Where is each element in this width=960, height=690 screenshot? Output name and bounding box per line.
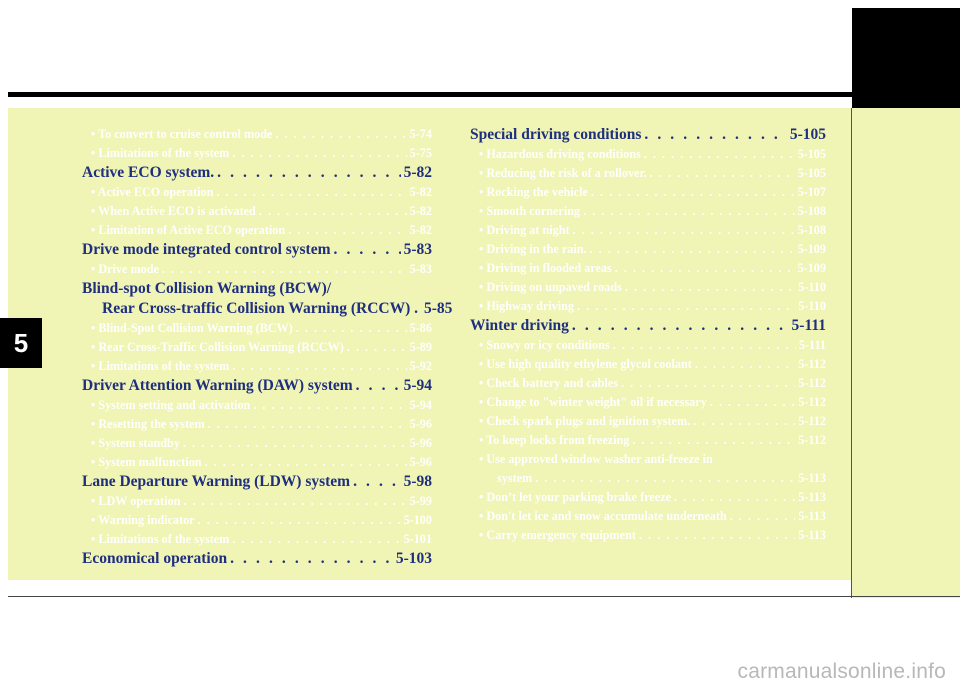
- entry-label: • Limitations of the system: [91, 146, 230, 160]
- page-number: 5-82: [409, 185, 432, 199]
- entry-label: • Don't let ice and snow accumulate underneath: [479, 509, 727, 523]
- page-number: 5-103: [395, 550, 432, 567]
- entry-label: Winter driving: [470, 317, 569, 334]
- toc-subentry[interactable]: [82, 434, 432, 453]
- toc-section-entry[interactable]: [82, 163, 432, 183]
- page-number: 5-105: [797, 166, 826, 180]
- entry-label-line2: [82, 299, 453, 319]
- dot-leader: [613, 336, 796, 355]
- entry-label: • Driving on unpaved roads: [479, 280, 622, 294]
- page-number: 5-82: [409, 223, 432, 237]
- page-number: 5-85: [424, 300, 453, 317]
- page-number: 5-75: [409, 146, 432, 160]
- dot-leader: [535, 469, 795, 488]
- toc-subentry[interactable]: [470, 412, 826, 431]
- entry-label-line1: • Use approved window washer anti-freeze in: [479, 452, 713, 466]
- dot-leader: [591, 183, 795, 202]
- dot-leader: [650, 164, 795, 183]
- entry-label: • Driving in the rain.: [479, 242, 587, 256]
- page-number: 5-94: [403, 377, 432, 394]
- entry-label: • System standby: [91, 436, 180, 450]
- page-number: 5-110: [798, 280, 826, 294]
- toc-subentry[interactable]: [82, 396, 432, 415]
- dot-leader: [639, 526, 795, 545]
- dot-leader: [259, 202, 407, 221]
- toc-subentry[interactable]: [470, 145, 826, 164]
- toc-subentry[interactable]: [470, 450, 826, 488]
- side-margin-panel: [852, 108, 960, 598]
- entry-label: • Limitations of the system: [91, 532, 230, 546]
- page-number: 5-96: [409, 436, 432, 450]
- entry-label-line1: Blind-spot Collision Warning (BCW)/: [82, 280, 332, 297]
- toc-subentry[interactable]: [82, 453, 432, 472]
- toc-subentry[interactable]: [82, 415, 432, 434]
- page-number: 5-109: [797, 242, 826, 256]
- toc-subentry[interactable]: [470, 240, 826, 259]
- toc-section-entry[interactable]: [82, 240, 432, 260]
- toc-left-column: [82, 125, 453, 569]
- toc-section-entry[interactable]: [82, 376, 432, 396]
- toc-subentry[interactable]: [470, 355, 826, 374]
- dot-leader: [216, 183, 406, 202]
- toc-subentry[interactable]: [82, 511, 432, 530]
- chapter-tab[interactable]: 5: [0, 318, 42, 368]
- entry-label: • When Active ECO is activated: [91, 204, 256, 218]
- page-number: 5-112: [798, 433, 826, 447]
- entry-label: Drive mode integrated control system: [82, 241, 331, 258]
- entry-label: • Don’t let your parking brake freeze: [479, 490, 672, 504]
- entry-label: • Check spark plugs and ignition system.: [479, 414, 691, 428]
- page-number: 5-74: [409, 127, 432, 141]
- toc-section-entry[interactable]: [82, 472, 432, 492]
- page-number: 5-83: [409, 262, 432, 276]
- dot-leader: [288, 221, 406, 240]
- page-number: 5-113: [798, 528, 826, 542]
- dot-leader: [615, 259, 795, 278]
- entry-label: • Reducing the risk of a rollover.: [479, 166, 647, 180]
- toc-subentry[interactable]: [470, 507, 826, 526]
- bottom-rule: [8, 596, 960, 597]
- toc-subentry[interactable]: [82, 260, 432, 279]
- dot-leader: [232, 357, 406, 376]
- toc-subentry[interactable]: [470, 488, 826, 507]
- toc-subentry[interactable]: [82, 357, 432, 376]
- dot-leader: [644, 145, 795, 164]
- toc-subentry[interactable]: [82, 183, 432, 202]
- entry-label: • System setting and activation: [91, 398, 251, 412]
- dot-leader: [644, 125, 786, 145]
- page-number: 5-82: [409, 204, 432, 218]
- dot-leader: [695, 355, 795, 374]
- page-number: 5-98: [403, 473, 432, 490]
- entry-label: • Hazardous driving conditions: [479, 147, 641, 161]
- toc-subentry[interactable]: [470, 526, 826, 545]
- page-number: 5-99: [409, 494, 432, 508]
- watermark: carmanualsonline.info: [737, 660, 946, 683]
- dot-leader: [198, 511, 401, 530]
- dot-leader: [205, 453, 407, 472]
- entry-label: Active ECO system.: [82, 164, 215, 181]
- entry-label: • Snowy or icy conditions: [479, 338, 610, 352]
- toc-subentry[interactable]: [82, 144, 432, 163]
- page-number: 5-107: [797, 185, 826, 199]
- dot-leader: [693, 412, 795, 431]
- entry-label: • Use high quality ethylene glycol coolant: [479, 357, 692, 371]
- page-number: 5-112: [798, 357, 826, 371]
- page-number: 5-96: [409, 455, 432, 469]
- entry-label: Economical operation: [82, 550, 228, 567]
- entry-label: • To convert to cruise control mode: [91, 127, 273, 141]
- page-number: 5-89: [409, 340, 432, 354]
- page-number: 5-111: [798, 338, 826, 352]
- dot-leader: [730, 507, 796, 526]
- toc-right-column: [470, 125, 826, 545]
- toc-section-entry[interactable]: [82, 279, 453, 319]
- dot-leader: [347, 338, 407, 357]
- dot-leader: [632, 431, 795, 450]
- entry-label: • Limitation of Active ECO operation: [91, 223, 286, 237]
- entry-label: • Change to "winter weight" oil if necessary: [479, 395, 707, 409]
- entry-label: • Resetting the system: [91, 417, 205, 431]
- dot-leader: [572, 316, 789, 336]
- toc-subentry[interactable]: [470, 202, 826, 221]
- toc-subentry[interactable]: [470, 431, 826, 450]
- dot-leader: [625, 278, 795, 297]
- entry-label: Rear Cross-traffic Collision Warning (RCCW) .: [102, 300, 419, 317]
- entry-label: Driver Attention Warning (DAW) system: [82, 377, 353, 394]
- dot-leader: [621, 374, 795, 393]
- dot-leader: [232, 144, 406, 163]
- toc-section-entry[interactable]: [470, 125, 826, 145]
- page-number: 5-105: [789, 126, 826, 143]
- toc-subentry[interactable]: [82, 319, 432, 338]
- dot-leader: [162, 260, 407, 279]
- toc-subentry[interactable]: [470, 221, 826, 240]
- entry-label: • Driving in flooded areas: [479, 261, 612, 275]
- page-number: 5-96: [409, 417, 432, 431]
- toc-subentry[interactable]: [470, 393, 826, 412]
- dot-leader: [183, 492, 406, 511]
- toc-subentry[interactable]: [470, 374, 826, 393]
- entry-label: Lane Departure Warning (LDW) system: [82, 473, 351, 490]
- toc-subentry[interactable]: [470, 183, 826, 202]
- dot-leader: [217, 163, 400, 183]
- dot-leader: [583, 202, 794, 221]
- page-number: 5-112: [798, 376, 826, 390]
- entry-label: • Highway driving: [479, 299, 575, 313]
- page-number: 5-113: [798, 490, 826, 504]
- page-number: 5-94: [409, 398, 432, 412]
- entry-label: • Rocking the vehicle: [479, 185, 588, 199]
- dot-leader: [253, 396, 406, 415]
- toc-subentry[interactable]: [470, 336, 826, 355]
- entry-label: • Active ECO operation: [91, 185, 214, 199]
- dot-leader: [674, 488, 795, 507]
- page-number: 5-108: [797, 223, 826, 237]
- entry-label: • Carry emergency equipment: [479, 528, 636, 542]
- page-number: 5-101: [403, 532, 432, 546]
- toc-subentry[interactable]: [82, 202, 432, 221]
- page-number: 5-83: [403, 241, 432, 258]
- entry-label: • Limitations of the system: [91, 359, 230, 373]
- column-divider: [851, 108, 852, 598]
- toc-subentry[interactable]: [470, 259, 826, 278]
- toc-section-entry[interactable]: [470, 316, 826, 336]
- entry-label: Special driving conditions: [470, 126, 642, 143]
- page-number: 5-113: [798, 471, 826, 485]
- top-rule: [8, 92, 852, 97]
- entry-label: • System malfunction: [91, 455, 202, 469]
- entry-label-line2: [479, 469, 826, 488]
- dot-leader: [230, 549, 393, 569]
- entry-label: • Blind-Spot Collision Warning (BCW): [91, 321, 293, 335]
- toc-subentry[interactable]: [470, 164, 826, 183]
- dot-leader: [353, 472, 400, 492]
- dot-leader: [334, 240, 401, 260]
- page-number: 5-100: [403, 513, 432, 527]
- toc-subentry[interactable]: [82, 338, 432, 357]
- page-number: 5-105: [797, 147, 826, 161]
- page-number: 5-110: [798, 299, 826, 313]
- entry-label: • Warning indicator: [91, 513, 195, 527]
- dot-leader: [232, 530, 400, 549]
- page-number: 5-112: [798, 395, 826, 409]
- toc-subentry[interactable]: [82, 492, 432, 511]
- toc-subentry[interactable]: [82, 530, 432, 549]
- dot-leader: [573, 221, 795, 240]
- dot-leader: [356, 376, 401, 396]
- page-number: 5-92: [409, 359, 432, 373]
- entry-label: • Driving at night: [479, 223, 570, 237]
- toc-subentry[interactable]: [82, 221, 432, 240]
- page-number: 5-86: [409, 321, 432, 335]
- entry-label: • Check battery and cables: [479, 376, 619, 390]
- page-number: 5-112: [798, 414, 826, 428]
- dot-leader: [183, 434, 407, 453]
- toc-subentry[interactable]: [82, 125, 432, 144]
- entry-label: • To keep locks from freezing: [479, 433, 630, 447]
- toc-subentry[interactable]: [470, 278, 826, 297]
- dot-leader: [710, 393, 795, 412]
- dot-leader: [577, 297, 795, 316]
- entry-label: • Drive mode: [91, 262, 159, 276]
- toc-section-entry[interactable]: [82, 549, 432, 569]
- page-number: 5-109: [797, 261, 826, 275]
- page-number: 5-113: [798, 509, 826, 523]
- dot-leader: [296, 319, 407, 338]
- dot-leader: [208, 415, 407, 434]
- page-number: 5-108: [797, 204, 826, 218]
- entry-label: • LDW operation: [91, 494, 181, 508]
- dot-leader: [275, 125, 406, 144]
- entry-label: • Rear Cross-Traffic Collision Warning (RCCW): [91, 340, 344, 354]
- dot-leader: [590, 240, 795, 259]
- corner-black-block: [852, 8, 960, 110]
- page-number: 5-111: [791, 317, 826, 334]
- entry-label: system: [497, 471, 533, 485]
- page-number: 5-82: [403, 164, 432, 181]
- entry-label: • Smooth cornering: [479, 204, 581, 218]
- toc-subentry[interactable]: [470, 297, 826, 316]
